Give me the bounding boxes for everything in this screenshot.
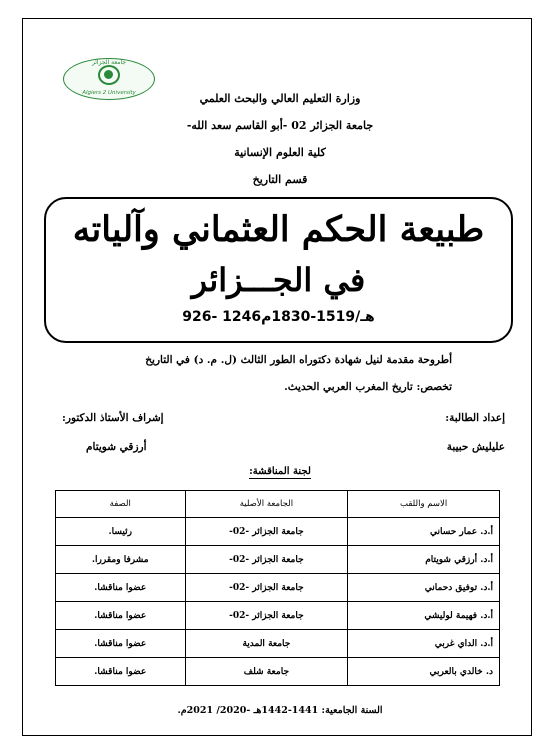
department-name: قسم التاريخ (252, 173, 308, 186)
thesis-degree-line: أطروحة مقدمة لنيل شهادة دكتوراه الطور الثالث (ل. م. د) في التاريخ (145, 354, 452, 366)
table-row (56, 602, 500, 630)
member-university: جامعة الجزائر -02- (185, 574, 348, 602)
committee-title: لجنة المناقشة: (249, 466, 311, 477)
header-name: الاسم واللقب (348, 491, 500, 518)
member-role: عضوا مناقشا. (56, 658, 186, 686)
table-row (56, 630, 500, 658)
member-name: أ.د. توفيق دحماني (348, 574, 500, 602)
table-row (56, 574, 500, 602)
member-name: أ.د. الداي غربي (348, 630, 500, 658)
member-name: أ.د. فهيمة لوليشي (348, 602, 500, 630)
student-name: عليليش حبيبة (446, 441, 505, 453)
thesis-specialty-line: تخصص: تاريخ المغرب العربي الحديث. (284, 381, 452, 393)
academic-year: السنة الجامعية: 1441-1442هـ -2020/ 2021م. (177, 705, 383, 716)
student-label: إعداد الطالبة: (445, 412, 505, 424)
supervisor-label: إشراف الأستاذ الدكتور: (62, 412, 164, 424)
member-university: جامعة الجزائر -02- (185, 546, 348, 574)
member-university: جامعة الجزائر -02- (185, 602, 348, 630)
table-row (56, 546, 500, 574)
member-name: د. خالدي بالعربي (348, 658, 500, 686)
thesis-title-line1: طبيعة الحكم العثماني وآلياته (72, 209, 485, 250)
committee-table (55, 490, 500, 686)
member-role: عضوا مناقشا. (56, 574, 186, 602)
member-role: رئيسا. (56, 518, 186, 546)
member-role: عضوا مناقشا. (56, 630, 186, 658)
logo-emblem-icon (98, 65, 120, 85)
table-row (56, 658, 500, 686)
logo-arabic-text: جامعة الجزائر (91, 59, 127, 66)
thesis-title-box (44, 197, 513, 343)
committee-header-row (56, 491, 500, 518)
faculty-name: كلية العلوم الإنسانية (234, 146, 326, 159)
member-role: عضوا مناقشا. (56, 602, 186, 630)
header-university: الجامعة الأصلية (185, 491, 348, 518)
logo-latin-text: Algiers 2 University (82, 90, 136, 96)
university-name: جامعة الجزائر 02 -أبو القاسم سعد الله- (186, 119, 374, 132)
member-university: جامعة المدية (185, 630, 348, 658)
member-role: مشرفا ومقررا. (56, 546, 186, 574)
supervisor-name: أرزقي شويتام (86, 441, 147, 453)
member-university: جامعة الجزائر -02- (185, 518, 348, 546)
member-name: أ.د. عمار حساني (348, 518, 500, 546)
member-name: أ.د. أرزقي شويتام (348, 546, 500, 574)
thesis-title-line2: في الجـــزائر (191, 261, 366, 299)
ministry-name: وزارة التعليم العالي والبحث العلمي (199, 92, 361, 105)
thesis-dates: 926- 1246هـ/1519-1830م (182, 309, 375, 325)
table-row (56, 518, 500, 546)
member-university: جامعة شلف (185, 658, 348, 686)
header-role: الصفة (56, 491, 186, 518)
